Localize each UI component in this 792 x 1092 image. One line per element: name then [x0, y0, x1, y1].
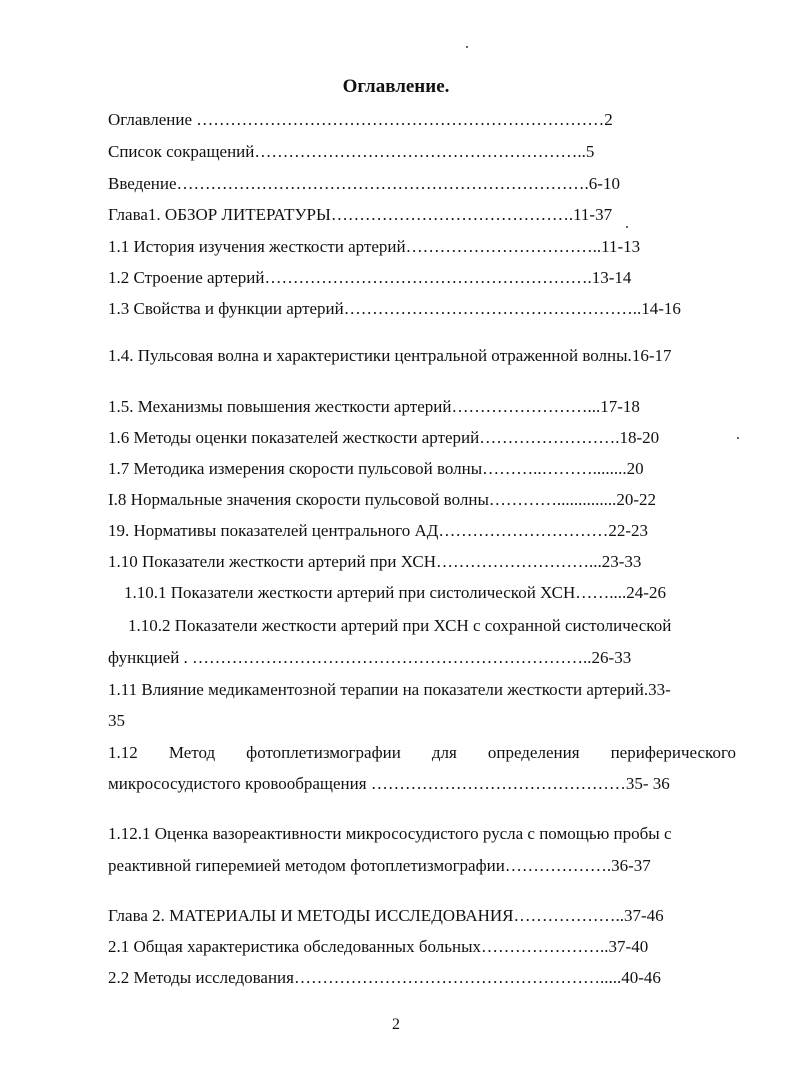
- toc-entry: [108, 346, 724, 368]
- toc-entry-pages: 26-33: [591, 648, 632, 667]
- toc-entry: [108, 937, 724, 959]
- toc-entry: [108, 459, 724, 481]
- toc-entry-text: Глава 2. МАТЕРИАЛЫ И МЕТОДЫ ИССЛЕДОВАНИЯ: [108, 906, 514, 925]
- toc-entry-text: 1.10.2 Показатели жесткости артерий при ХСН с сохранной систолической: [128, 616, 672, 635]
- toc-entry-pages: 24-26: [626, 583, 666, 602]
- toc-entry-pages: 11-37: [573, 205, 613, 224]
- toc-entry-continuation: [108, 648, 724, 670]
- toc-entry-text: 1.4. Пульсовая волна и характеристики центральной отраженной волны.: [108, 346, 632, 365]
- toc-entry-text: 1.1 История изучения жесткости артерий: [108, 237, 406, 256]
- toc-entry-text: 1.11 Влияние медикаментозной терапии на показатели жесткости артерий.33-: [108, 680, 671, 699]
- scan-speck: [737, 437, 739, 439]
- toc-entry: [108, 521, 724, 543]
- toc-leader: ………..………........: [482, 459, 627, 478]
- toc-entry-pages: 16-17: [631, 346, 672, 365]
- toc-entry-pages: 22-23: [608, 521, 649, 540]
- toc-entry-text: 19. Нормативы показателей центрального АД: [108, 521, 439, 540]
- scan-speck: [466, 46, 468, 48]
- toc-leader: ……………………...: [451, 397, 601, 416]
- toc-entry-pages: 37-40: [608, 937, 649, 956]
- toc-entry-text: 35: [108, 711, 125, 730]
- toc-entry-text: I.8 Нормальные значения скорости пульсовой волны: [108, 490, 489, 509]
- toc-entry-text: функцией .: [108, 648, 188, 667]
- toc-leader: ………………..: [513, 906, 625, 925]
- toc-leader: …………………..: [481, 937, 609, 956]
- toc-entry: [108, 906, 724, 928]
- toc-leader: ……....: [575, 583, 627, 602]
- toc-leader: …………………………………….: [330, 205, 574, 224]
- toc-entry-text: 1.3 Свойства и функции артерий: [108, 299, 344, 318]
- toc-entry-text: Глава1. ОБЗОР ЛИТЕРАТУРЫ: [108, 205, 331, 224]
- toc-leader: …………..............: [488, 490, 617, 509]
- toc-entry-text: 1.10 Показатели жесткости артерий при ХСН: [108, 552, 436, 571]
- toc-entry-text: 1.12 Метод фотоплетизмографии для определения периферического: [108, 743, 736, 762]
- toc-entry-pages: 37-46: [624, 906, 664, 925]
- toc-entry-pages: 6-10: [588, 174, 620, 193]
- toc-entry: [108, 490, 724, 512]
- toc-entry: [108, 268, 724, 290]
- toc-leader: ……………………………..: [405, 237, 602, 256]
- toc-entry: [108, 968, 724, 990]
- toc-entry-pages: 5: [585, 142, 595, 161]
- toc-leader: ……………………………………………..: [343, 299, 642, 318]
- toc-entry: [108, 237, 724, 259]
- toc-entry: [108, 397, 724, 419]
- toc-entry: [108, 824, 738, 846]
- toc-entry-continuation: [108, 711, 724, 733]
- toc-entry: [108, 428, 724, 450]
- toc-entry-text: 2.2 Методы исследования: [108, 968, 294, 987]
- toc-leader: ……………………………………………………………….: [176, 174, 589, 193]
- toc-entry-text: 1.6 Методы оценки показателей жесткости артерий: [108, 428, 480, 447]
- toc-entry: [108, 174, 724, 196]
- toc-entry-text: 1.7 Методика измерения скорости пульсовой волны: [108, 459, 483, 478]
- toc-entry-pages: 36-37: [611, 856, 651, 875]
- toc-entry-text: микрососудистого кровообращения: [108, 774, 367, 793]
- toc-entry: [108, 142, 724, 164]
- toc-entry-pages: 20: [626, 459, 644, 478]
- toc-entry-continuation: [108, 856, 724, 878]
- page-number: 2: [392, 1016, 400, 1033]
- toc-leader: …………………………………………………..: [254, 142, 586, 161]
- toc-entry-pages: 11-13: [601, 237, 641, 256]
- toc-entry: [108, 299, 724, 321]
- toc-leader: ……………………………………………….....: [293, 968, 622, 987]
- toc-entry: [108, 110, 724, 132]
- toc-entry-pages: 13-14: [591, 268, 632, 287]
- toc-entry-pages: 23-33: [601, 552, 642, 571]
- toc-entry-pages: 18-20: [619, 428, 660, 447]
- toc-entry-text: Список сокращений: [108, 142, 255, 161]
- toc-leader: ………………………………………: [366, 774, 626, 793]
- toc-entry-text: 1.2 Строение артерий: [108, 268, 265, 287]
- toc-entry: [124, 583, 724, 605]
- toc-leader: …………………………: [438, 521, 609, 540]
- toc-entry-pages: 40-46: [621, 968, 661, 987]
- page-title: Оглавление.: [342, 76, 450, 97]
- toc-leader: …………………….: [479, 428, 620, 447]
- toc-entry: [128, 616, 740, 638]
- toc-entry: [108, 743, 736, 765]
- toc-entry-continuation: [108, 774, 724, 796]
- toc-entry-text: реактивной гиперемией методом фотоплетизмографии: [108, 856, 505, 875]
- toc-entry: [108, 552, 724, 574]
- toc-entry-text: Введение: [108, 174, 177, 193]
- toc-entry-pages: 17-18: [600, 397, 640, 416]
- toc-leader: ………………………………………………………………: [192, 110, 605, 129]
- toc-leader: ……………………………………………………………..: [187, 648, 592, 667]
- toc-entry-text: 1.5. Механизмы повышения жесткости артерий: [108, 397, 452, 416]
- toc-entry: [108, 205, 724, 227]
- toc-entry-text: 1.10.1 Показатели жесткости артерий при систолической ХСН: [124, 583, 576, 602]
- toc-entry-text: 2.1 Общая характеристика обследованных больных: [108, 937, 482, 956]
- toc-entry-pages: 2: [604, 110, 613, 129]
- toc-entry-text: Оглавление: [108, 110, 192, 129]
- toc-leader: ………………………………………………….: [264, 268, 592, 287]
- toc-entry-pages: 14-16: [641, 299, 681, 318]
- toc-leader: ……………….: [504, 856, 612, 875]
- toc-entry: [108, 680, 738, 702]
- toc-entry-pages: 20-22: [616, 490, 657, 509]
- toc-leader: ………………………...: [436, 552, 602, 571]
- toc-entry-text: 1.12.1 Оценка вазореактивности микрососудистого русла с помощью пробы с: [108, 824, 672, 843]
- toc-entry-pages: 35- 36: [625, 774, 670, 793]
